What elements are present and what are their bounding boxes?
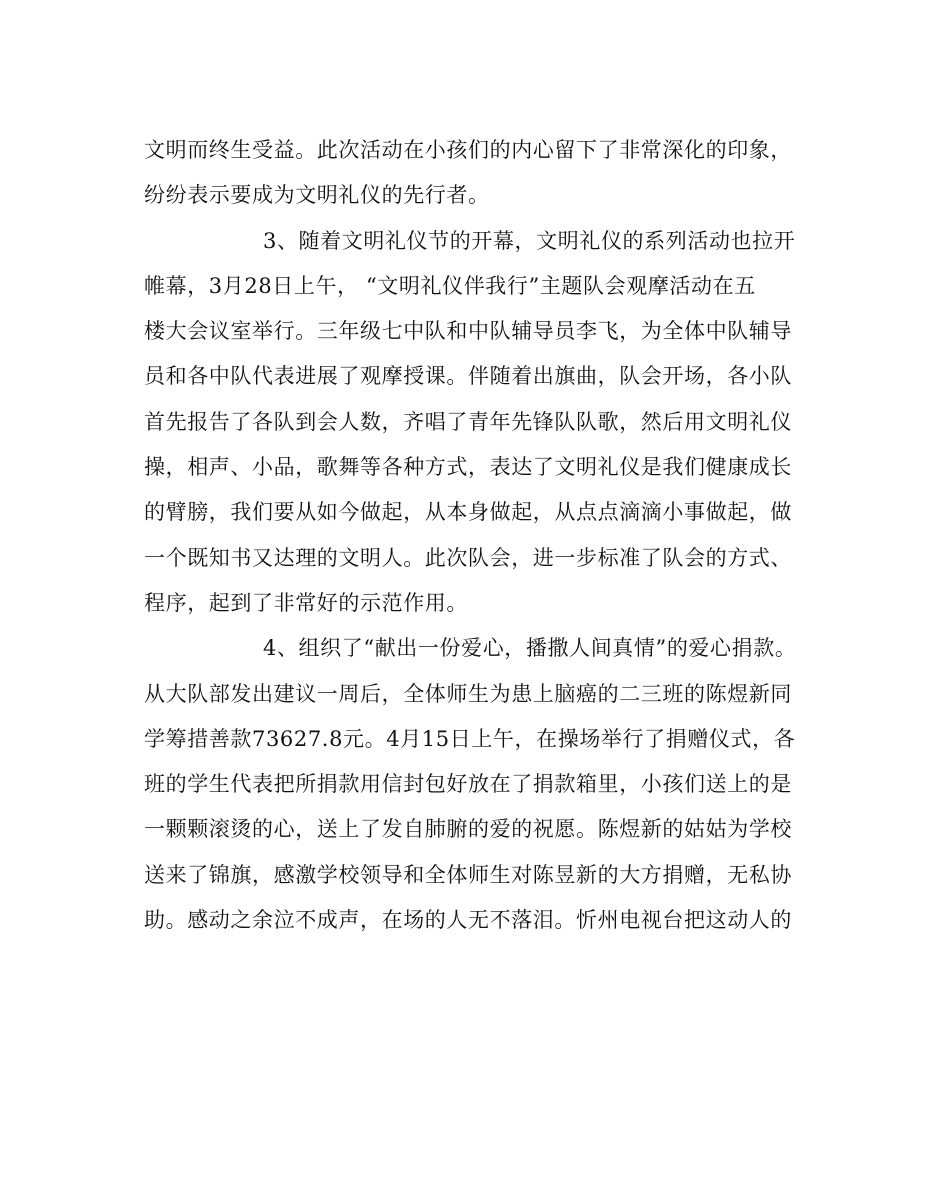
body-text (144, 128, 824, 943)
text-line: 送来了锦旗，感激学校领导和全体师生对陈昱新的大方捐赠，无私协 (144, 862, 792, 887)
text-line: 楼大会议室举行。三年级七中队和中队辅导员李飞，为全体中队辅导 (144, 319, 792, 344)
text-line: 班的学生代表把所捐款用信封包好放在了捐款箱里，小孩们送上的是 (144, 772, 792, 797)
text-line: 的臂膀，我们要从如今做起，从本身做起，从点点滴滴小事做起，做 (144, 500, 792, 525)
text-line: 一个既知书又达理的文明人。此次队会，进一步标准了队会的方式、 (144, 545, 792, 570)
text-line: 学筹措善款73627.8元。4月15日上午，在操场举行了捐赠仪式，各 (144, 726, 796, 751)
text-line: 一颗颗滚烫的心，送上了发自肺腑的爱的祝愿。陈煜新的姑姑为学校 (144, 817, 792, 842)
text-line: 从大队部发出建议一周后，全体师生为患上脑癌的二三班的陈煜新同 (144, 681, 792, 706)
text-line: 操，相声、小品，歌舞等各种方式，表达了文明礼仪是我们健康成长 (144, 455, 792, 480)
text-line: 首先报告了各队到会人数，齐唱了青年先锋队队歌，然后用文明礼仪 (144, 409, 792, 434)
paragraph-start-line: 4、组织了“献出一份爱心，播撒人间真情”的爱心捐款。 (263, 636, 797, 661)
text-line: 文明而终生受益。此次活动在小孩们的内心留下了非常深化的印象， (144, 138, 792, 162)
text-line: 助。感动之余泣不成声，在场的人无不落泪。忻州电视台把这动人的 (144, 908, 792, 933)
text-line: 纷纷表示要成为文明礼仪的先行者。 (144, 183, 490, 208)
text-line: 帷幕，3月28日上午， “文明礼仪伴我行”主题队会观摩活动在五 (144, 273, 756, 298)
text-line: 员和各中队代表进展了观摩授课。伴随着出旗曲，队会开场，各小队 (144, 364, 792, 389)
paragraph-start-line: 3、随着文明礼仪节的开幕，文明礼仪的系列活动也拉开 (263, 228, 796, 253)
text-line: 程序，起到了非常好的示范作用。 (144, 590, 468, 615)
